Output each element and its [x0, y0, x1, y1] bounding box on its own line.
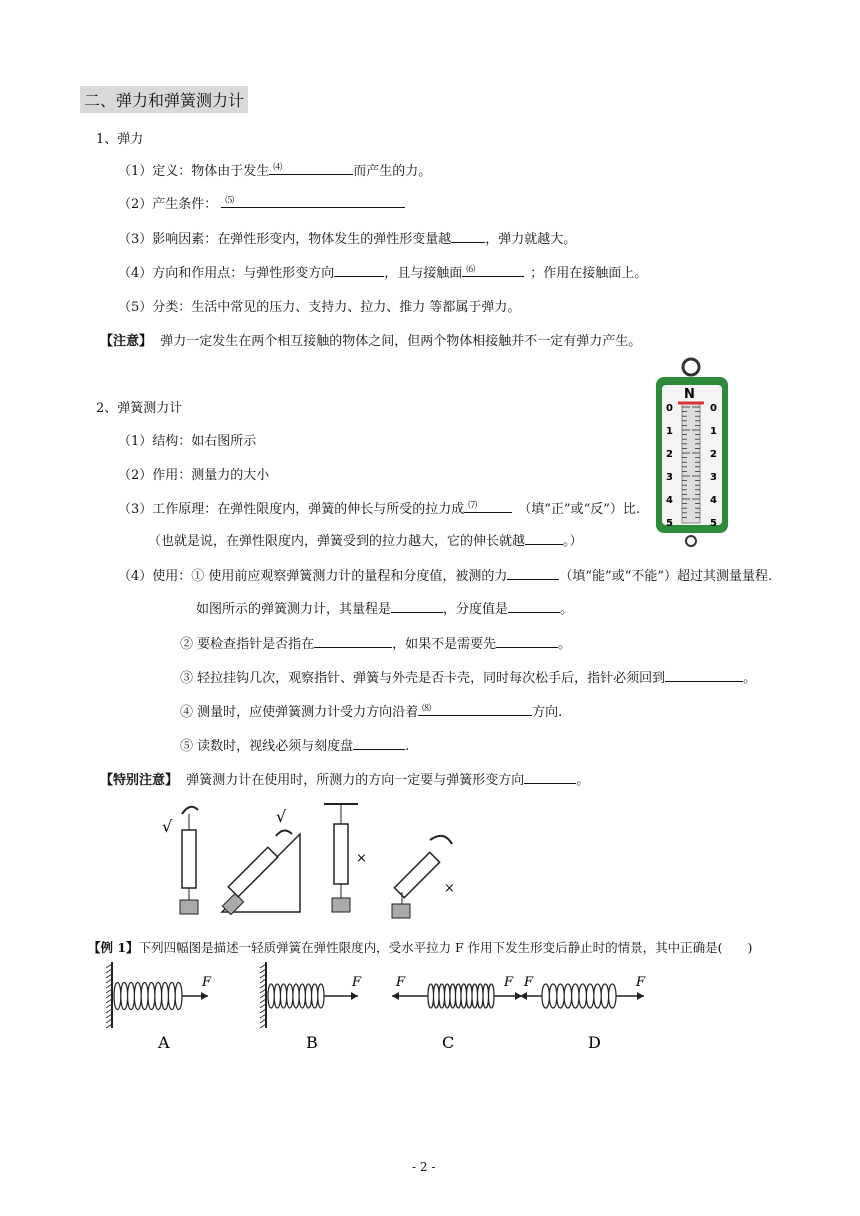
- special-note-text: 弹簧测力计在使用时，所测力的方向一定要与弹簧形变方向: [186, 773, 525, 788]
- check-mark-2: √: [276, 807, 287, 826]
- spring-coil: [542, 984, 616, 1008]
- force-label: F: [636, 975, 646, 990]
- gauge-top-ring: [683, 359, 699, 375]
- gauge-tick-right: 3: [710, 472, 717, 483]
- illustration-tilted-wrong: [392, 836, 455, 918]
- factor-text-end: ，弹力就越大。: [485, 232, 577, 247]
- option-b: [260, 962, 362, 1052]
- usage-line-5: [180, 735, 409, 754]
- gauge-tick-right: 0: [710, 403, 717, 414]
- gauge-tick-left: 5: [666, 518, 673, 529]
- special-note-end: 。: [576, 773, 590, 788]
- option-label: D: [588, 1033, 601, 1052]
- spring-coil: [268, 984, 324, 1008]
- usage-text-4: ④ 测量时，应使弹簧测力计受力方向沿着: [180, 705, 419, 720]
- definition-text-end: 而产生的力。: [353, 164, 432, 179]
- range-blank: [391, 600, 443, 613]
- spring-options: [96, 960, 656, 1060]
- special-note-line: [100, 769, 589, 788]
- factor-text: （3）影响因素：在弹性形变内，物体发生的弹性形变量越: [118, 232, 452, 247]
- force-label: F: [396, 975, 406, 990]
- zero-blank: [314, 635, 392, 648]
- option-label: B: [306, 1033, 318, 1052]
- gauge-unit-label: N: [684, 387, 695, 402]
- usage-text-4-end: 方向.: [532, 705, 563, 720]
- section-title: 二、弹力和弹簧测力计: [80, 86, 248, 113]
- usage-text-5: ⑤ 读数时，视线必须与刻度盘: [180, 739, 354, 754]
- usage-text-1-end: （填“能”或“不能”）超过其测量量程.: [559, 569, 773, 584]
- spring-scale-gauge: [648, 355, 738, 555]
- special-blank: [524, 771, 576, 784]
- example-text: 下列四幅图是描述一轻质弹簧在弹性限度内，受水平拉力 F 作用下发生形变后静止时的情景，其中正确是( ): [138, 940, 753, 955]
- principle-text-end: （填“正”或“反”）比.: [518, 502, 640, 517]
- option-c: [392, 975, 522, 1052]
- elasticity-heading: 1、弹力: [96, 132, 144, 147]
- force-label: F: [504, 975, 514, 990]
- illustration-hanging-wrong: [324, 804, 367, 912]
- blank-8: ⑻: [418, 703, 532, 716]
- gauge-tick-right: 2: [710, 449, 717, 460]
- usage-text-3-end: 。: [743, 671, 757, 686]
- usage-text-5-end: .: [405, 739, 410, 754]
- structure-line: （1）结构：如右图所示: [118, 434, 257, 449]
- spring-coil: [114, 983, 182, 1010]
- special-note-tag: 【特别注意】: [100, 773, 179, 788]
- principle-note: [148, 530, 583, 549]
- usage-line-1: [118, 565, 772, 584]
- principle-note-end: 。）: [563, 534, 583, 549]
- blank-4: ⑷: [269, 162, 353, 175]
- dynamometer-heading: 2、弹簧测力计: [96, 401, 183, 416]
- factor-line: [118, 228, 576, 247]
- force-label: F: [524, 975, 534, 990]
- range-line-end: 。: [560, 602, 574, 617]
- option-label: C: [442, 1033, 455, 1052]
- usage-text-3: ③ 轻拉挂钩几次，观察指针、弹簧与外壳是否卡壳，同时每次松手后，指针必须回到: [180, 671, 666, 686]
- division-blank: [508, 600, 560, 613]
- division-text: ，分度值是: [443, 602, 509, 617]
- note-line: [100, 330, 641, 349]
- usage-text-2-mid: ，如果不是需要先: [392, 637, 497, 652]
- gauge-tick-right: 4: [710, 495, 717, 506]
- usage-blank-1: [507, 567, 559, 580]
- function-line: （2）作用：测量力的大小: [118, 468, 270, 483]
- note-tag: 【注意】: [100, 334, 153, 349]
- spring-coil: [428, 984, 494, 1008]
- adjust-blank: [496, 635, 558, 648]
- principle-note-blank: [525, 532, 563, 545]
- usage-text-2-end: 。: [558, 637, 572, 652]
- check-mark-1: √: [162, 817, 173, 836]
- gauge-tick-left: 2: [666, 449, 673, 460]
- direction-text: （4）方向和作用点：与弹性形变方向: [118, 266, 335, 281]
- principle-note-text: （也就是说，在弹性限度内，弹簧受到的拉力越大，它的伸长就越: [148, 534, 526, 549]
- principle-line: [118, 498, 640, 517]
- condition-text: （2）产生条件：: [118, 197, 218, 212]
- gauge-hook: [686, 536, 696, 546]
- principle-text: （3）工作原理：在弹性限度内，弹簧的伸长与所受的拉力成: [118, 502, 465, 517]
- range-line: [196, 598, 573, 617]
- definition-text: （1）定义：物体由于发生: [118, 164, 270, 179]
- definition-line: [118, 160, 431, 179]
- illustration-incline-ok: [222, 807, 300, 915]
- blank-6: ⑹: [462, 264, 524, 277]
- direction-blank: [334, 264, 384, 277]
- blank-7: ⑺: [464, 500, 512, 513]
- example-line: [88, 938, 752, 956]
- reading-blank: [353, 737, 405, 750]
- illustration-vertical-ok: [162, 807, 198, 914]
- cross-mark-1: ×: [356, 851, 367, 866]
- usage-text-1: （4）使用：① 使用前应观察弹簧测力计的量程和分度值，被测的力: [118, 569, 508, 584]
- direction-line: [118, 262, 647, 281]
- usage-text-2: ② 要检查指针是否指在: [180, 637, 315, 652]
- condition-line: [118, 193, 405, 212]
- page-number: - 2 -: [412, 1160, 436, 1174]
- option-d: [520, 975, 646, 1052]
- note-text: 弹力一定发生在两个相互接触的物体之间，但两个物体相接触并不一定有弹力产生。: [160, 334, 642, 349]
- usage-line-2: [180, 633, 571, 652]
- option-a: [106, 962, 212, 1052]
- usage-illustrations: [158, 800, 468, 920]
- direction-text-end: ；作用在接触面上。: [530, 266, 648, 281]
- cross-mark-2: ×: [444, 881, 455, 896]
- gauge-tick-right: 1: [710, 426, 717, 437]
- return-blank: [665, 669, 743, 682]
- gauge-tick-left: 3: [666, 472, 673, 483]
- option-label: A: [158, 1033, 170, 1052]
- gauge-tick-right: 5: [710, 518, 717, 529]
- gauge-tick-left: 1: [666, 426, 673, 437]
- force-label: F: [352, 975, 362, 990]
- blank-5: ⑸: [221, 195, 405, 208]
- example-tag: 【例 1】: [88, 940, 139, 955]
- usage-line-3: [180, 667, 756, 686]
- usage-line-4: [180, 701, 562, 720]
- force-label: F: [202, 975, 212, 990]
- gauge-tick-left: 4: [666, 495, 673, 506]
- gauge-tick-left: 0: [666, 403, 673, 414]
- factor-blank: [451, 230, 485, 243]
- direction-text-mid: ，且与接触面: [384, 266, 463, 281]
- category-line: （5）分类：生活中常见的压力、支持力、拉力、推力 等都属于弹力。: [118, 300, 521, 315]
- range-text: 如图所示的弹簧测力计，其量程是: [196, 602, 392, 617]
